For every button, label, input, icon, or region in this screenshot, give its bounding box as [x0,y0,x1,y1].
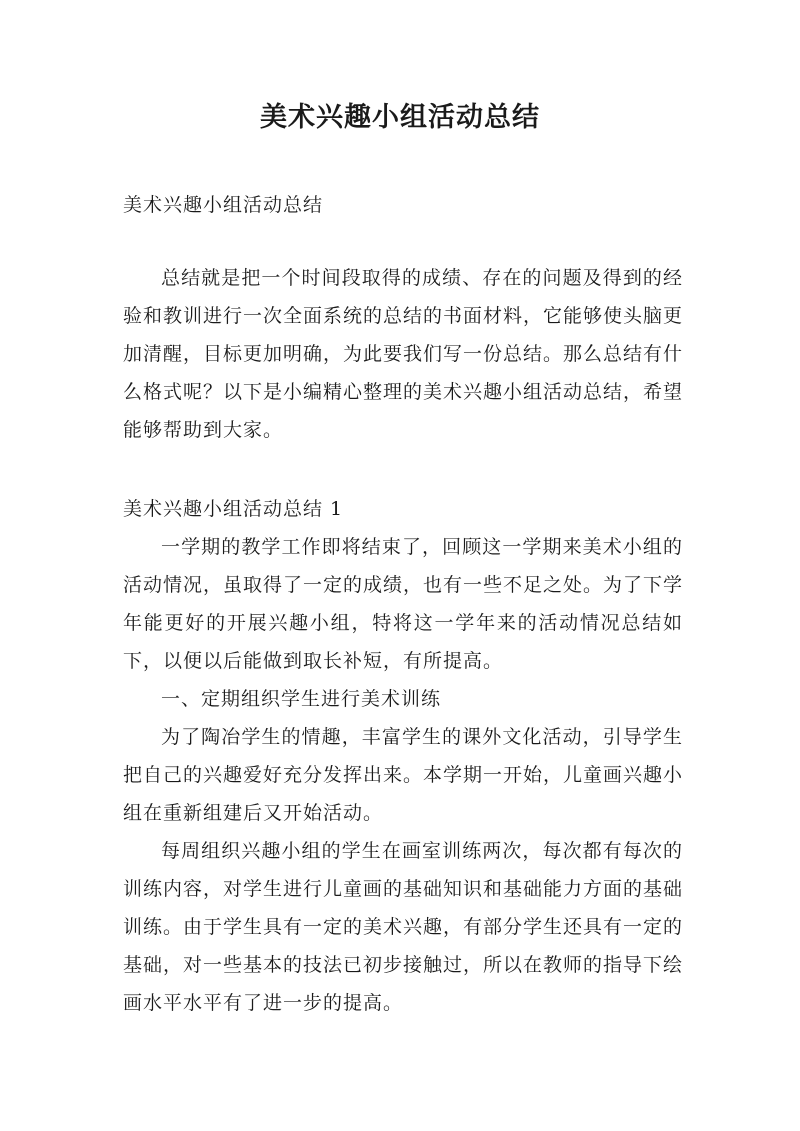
intro-paragraph: 总结就是把一个时间段取得的成绩、存在的问题及得到的经验和教训进行一次全面系统的总结的书面材料，它能够使头脑更加清醒，目标更加明确，为此要我们写一份总结。那么总结有什么格式呢？以下是小编精心整理的美术兴趣小组活动总结，希望能够帮助到大家。 [123,267,684,441]
document-subtitle: 美术兴趣小组活动总结 [123,194,324,216]
section-1 [123,490,683,1022]
section-1-subheading: 一、定期组织学生进行美术训练 [161,688,442,710]
section-1-paragraph-1: 一学期的教学工作即将结束了，回顾这一学期来美术小组的活动情况，虽取得了一定的成绩，也有一些不足之处。为了下学年能更好的开展兴趣小组，特将这一学年来的活动情况总结如下，以便以后能做到取长补短，有所提高。 [123,536,684,672]
document-title: 美术兴趣小组活动总结 [260,102,540,133]
section-1-heading: 美术兴趣小组活动总结 1 [123,498,344,520]
section-1-paragraph-2: 为了陶冶学生的情趣，丰富学生的课外文化活动，引导学生把自己的兴趣爱好充分发挥出来。本学期一开始，儿童画兴趣小组在重新组建后又开始活动。 [123,726,684,824]
section-1-paragraph-3: 每周组织兴趣小组的学生在画室训练两次，每次都有每次的训练内容，对学生进行儿童画的基础知识和基础能力方面的基础训练。由于学生具有一定的美术兴趣，有部分学生还具有一定的基础，对一些基本的技法已初步接触过，所以在教师的指导下绘画水平水平有了进一步的提高。 [123,840,684,1014]
